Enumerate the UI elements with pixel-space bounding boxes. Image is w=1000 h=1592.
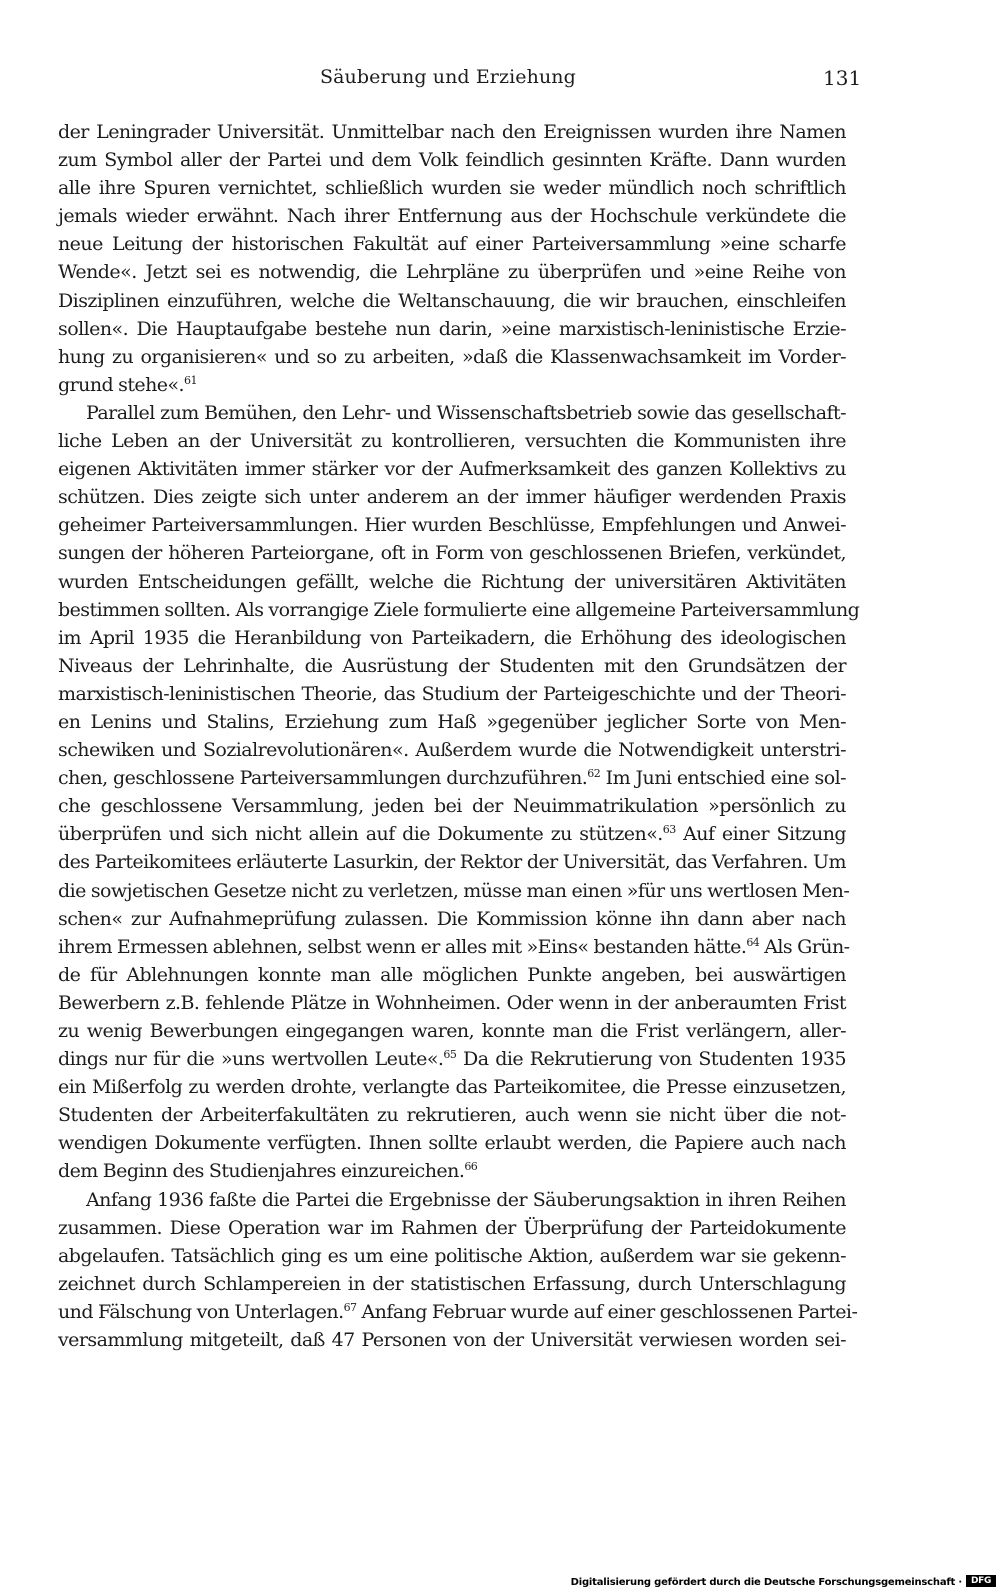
text-line bbox=[58, 1101, 846, 1129]
text-line bbox=[58, 624, 846, 652]
text-line bbox=[58, 427, 846, 455]
line-text: che geschlossene Versammlung, jeden bei der Neuimmatrikulation »persönlich zu bbox=[58, 795, 846, 818]
text-line bbox=[58, 399, 846, 427]
text-line bbox=[58, 1214, 846, 1242]
text-line bbox=[58, 118, 846, 146]
text-line bbox=[58, 764, 846, 792]
line-text: versammlung mitgeteilt, daß 47 Personen von der Universität verwiesen worden sei- bbox=[58, 1329, 846, 1352]
line-text: grund stehe«. bbox=[58, 373, 185, 396]
text-line bbox=[58, 1073, 846, 1101]
text-line bbox=[58, 877, 850, 905]
text-line bbox=[58, 708, 846, 736]
text-line bbox=[58, 1186, 846, 1214]
line-text: neue Leitung der historischen Fakultät auf einer Parteiversammlung »eine scharfe bbox=[58, 233, 846, 256]
text-line bbox=[58, 202, 846, 230]
line-text: Disziplinen einzuführen, welche die Weltanschauung, die wir brauchen, einschleifen bbox=[58, 289, 846, 312]
line-text: dings nur für die »uns wertvollen Leute«. bbox=[58, 1048, 444, 1071]
footnote-marker: 63 bbox=[662, 823, 676, 837]
line-text: Niveaus der Lehrinhalte, die Ausrüstung der Studenten mit den Grundsätzen der bbox=[58, 654, 846, 677]
text-line bbox=[58, 511, 846, 539]
line-text: schützen. Dies zeigte sich unter anderem an der immer häufiger werdenden Praxis bbox=[58, 486, 846, 509]
line-text: zum Symbol aller der Partei und dem Volk feindlich gesinnten Kräfte. Dann wurden bbox=[58, 149, 846, 172]
line-text: jemals wieder erwähnt. Nach ihrer Entfernung aus der Hochschule verkündete die bbox=[58, 205, 846, 228]
line-text: de für Ablehnungen konnte man alle möglichen Punkte angeben, bei auswärtigen bbox=[58, 963, 846, 986]
text-line bbox=[58, 1326, 846, 1354]
dfg-logo-icon: DFG bbox=[966, 1575, 996, 1587]
text-line bbox=[58, 1129, 846, 1157]
line-text: überprüfen und sich nicht allein auf die Dokumente zu stützen«. bbox=[58, 823, 663, 846]
line-text: liche Leben an der Universität zu kontrollieren, versuchten die Kommunisten ihre bbox=[58, 430, 846, 453]
line-text-continued: Da die Rekrutierung von Studenten 1935 bbox=[456, 1048, 846, 1071]
line-text: die sowjetischen Gesetze nicht zu verletzen, müsse man einen »für uns wertlosen Men- bbox=[58, 879, 850, 902]
footnote-marker: 66 bbox=[464, 1160, 478, 1174]
line-text: des Parteikomitees erläuterte Lasurkin, der Rektor der Universität, das Verfahren. Um bbox=[58, 851, 846, 874]
text-line bbox=[58, 820, 846, 848]
text-line bbox=[58, 287, 846, 315]
text-line bbox=[58, 933, 850, 961]
line-text: Anfang 1936 faßte die Partei die Ergebnisse der Säuberungsaktion in ihren Reihen bbox=[86, 1188, 846, 1211]
footnote-marker: 65 bbox=[443, 1048, 457, 1062]
line-text: geheimer Parteiversammlungen. Hier wurden Beschlüsse, Empfehlungen und Anwei- bbox=[58, 514, 846, 537]
line-text-continued: Als Grün- bbox=[759, 935, 850, 958]
line-text: wurden Entscheidungen gefällt, welche die Richtung der universitären Aktivitäten bbox=[58, 570, 846, 593]
footnote-marker: 64 bbox=[746, 935, 760, 949]
page-number: 131 bbox=[823, 66, 862, 90]
text-line bbox=[58, 680, 846, 708]
line-text: zusammen. Diese Operation war im Rahmen der Überprüfung der Parteidokumente bbox=[58, 1216, 846, 1239]
digitization-credit: Digitalisierung gefördert durch die Deutsche Forschungsgemeinschaft · bbox=[570, 1577, 962, 1588]
text-line bbox=[58, 230, 846, 258]
line-text: hung zu organisieren« und so zu arbeiten, »daß die Klassenwachsamkeit im Vorder- bbox=[58, 345, 846, 368]
line-text: en Lenins und Stalins, Erziehung zum Haß »gegenüber jeglicher Sorte von Men- bbox=[58, 710, 846, 733]
footnote-marker: 61 bbox=[184, 373, 197, 387]
line-text: chen, geschlossene Parteiversammlungen durchzuführen. bbox=[58, 767, 588, 790]
line-text: wendigen Dokumente verfügten. Ihnen sollte erlaubt werden, die Papiere auch nach bbox=[58, 1132, 846, 1155]
line-text: schewiken und Sozialrevolutionären«. Außerdem wurde die Notwendigkeit unterstri- bbox=[58, 739, 846, 762]
text-line bbox=[58, 146, 846, 174]
text-line bbox=[58, 315, 846, 343]
line-text: im April 1935 die Heranbildung von Parteikadern, die Erhöhung des ideologischen bbox=[58, 626, 846, 649]
line-text: sungen der höheren Parteiorgane, oft in Form von geschlossenen Briefen, verkündet, bbox=[58, 542, 846, 565]
text-line bbox=[58, 1298, 858, 1326]
text-line bbox=[58, 343, 846, 371]
text-line bbox=[58, 539, 846, 567]
text-line bbox=[58, 792, 846, 820]
line-text: Studenten der Arbeiterfakultäten zu rekrutieren, auch wenn sie nicht über die not- bbox=[58, 1104, 846, 1127]
line-text: alle ihre Spuren vernichtet, schließlich wurden sie weder mündlich noch schriftlich bbox=[58, 177, 846, 200]
line-text: Parallel zum Bemühen, den Lehr- und Wissenschaftsbetrieb sowie das gesellschaft- bbox=[86, 401, 846, 424]
text-line bbox=[58, 736, 846, 764]
line-text: sollen«. Die Hauptaufgabe bestehe nun darin, »eine marxistisch-leninistische Erzie- bbox=[58, 317, 846, 340]
text-line bbox=[58, 483, 846, 511]
text-line bbox=[58, 905, 846, 933]
text-line bbox=[58, 961, 846, 989]
text-line bbox=[58, 371, 846, 399]
text-line bbox=[58, 455, 846, 483]
line-text: zeichnet durch Schlampereien in der statistischen Erfassung, durch Unterschlagung bbox=[58, 1272, 846, 1295]
text-line bbox=[58, 1017, 846, 1045]
line-text: ein Mißerfolg zu werden drohte, verlangte das Parteikomitee, die Presse einzusetzen, bbox=[58, 1076, 846, 1099]
text-line bbox=[58, 1270, 846, 1298]
line-text: schen« zur Aufnahmeprüfung zulassen. Die Kommission könne ihn dann aber nach bbox=[58, 907, 846, 930]
line-text-continued: Auf einer Sitzung bbox=[675, 823, 846, 846]
line-text: der Leningrader Universität. Unmittelbar nach den Ereignissen wurden ihre Namen bbox=[58, 121, 846, 143]
line-text-continued: Im Juni entschied eine sol- bbox=[600, 767, 847, 790]
text-line bbox=[58, 1242, 846, 1270]
text-line bbox=[58, 174, 846, 202]
line-text: und Fälschung von Unterlagen. bbox=[58, 1300, 344, 1323]
text-line bbox=[58, 1045, 846, 1073]
text-line bbox=[58, 258, 846, 286]
text-line bbox=[58, 989, 846, 1017]
line-text: eigenen Aktivitäten immer stärker vor der Aufmerksamkeit des ganzen Kollektivs zu bbox=[58, 458, 846, 481]
footnote-marker: 62 bbox=[587, 767, 601, 781]
text-line bbox=[58, 1157, 846, 1185]
line-text: bestimmen sollten. Als vorrangige Ziele formulierte eine allgemeine Parteiversammlung bbox=[58, 598, 860, 621]
text-line bbox=[58, 848, 846, 876]
line-text: Wende«. Jetzt sei es notwendig, die Lehrpläne zu überprüfen und »eine Reihe von bbox=[58, 261, 846, 284]
line-text: Bewerbern z.B. fehlende Plätze in Wohnheimen. Oder wenn in der anberaumten Frist bbox=[58, 991, 846, 1014]
text-line bbox=[58, 652, 846, 680]
footnote-marker: 67 bbox=[343, 1300, 357, 1314]
running-title: Säuberung und Erziehung bbox=[320, 66, 576, 88]
line-text-continued: Anfang Februar wurde auf einer geschlossenen Partei- bbox=[356, 1300, 858, 1323]
text-line bbox=[58, 596, 860, 624]
line-text: dem Beginn des Studienjahres einzureichen. bbox=[58, 1160, 465, 1183]
line-text: abgelaufen. Tatsächlich ging es um eine politische Aktion, außerdem war sie gekenn- bbox=[58, 1244, 846, 1267]
line-text: ihrem Ermessen ablehnen, selbst wenn er alles mit »Eins« bestanden hätte. bbox=[58, 935, 747, 958]
page-body-text bbox=[58, 118, 860, 1354]
line-text: marxistisch-leninistischen Theorie, das Studium der Parteigeschichte und der Theori- bbox=[58, 682, 846, 705]
line-text: zu wenig Bewerbungen eingegangen waren, konnte man die Frist verlängern, aller- bbox=[58, 1020, 846, 1042]
text-line bbox=[58, 568, 846, 596]
page-header bbox=[0, 66, 1000, 96]
